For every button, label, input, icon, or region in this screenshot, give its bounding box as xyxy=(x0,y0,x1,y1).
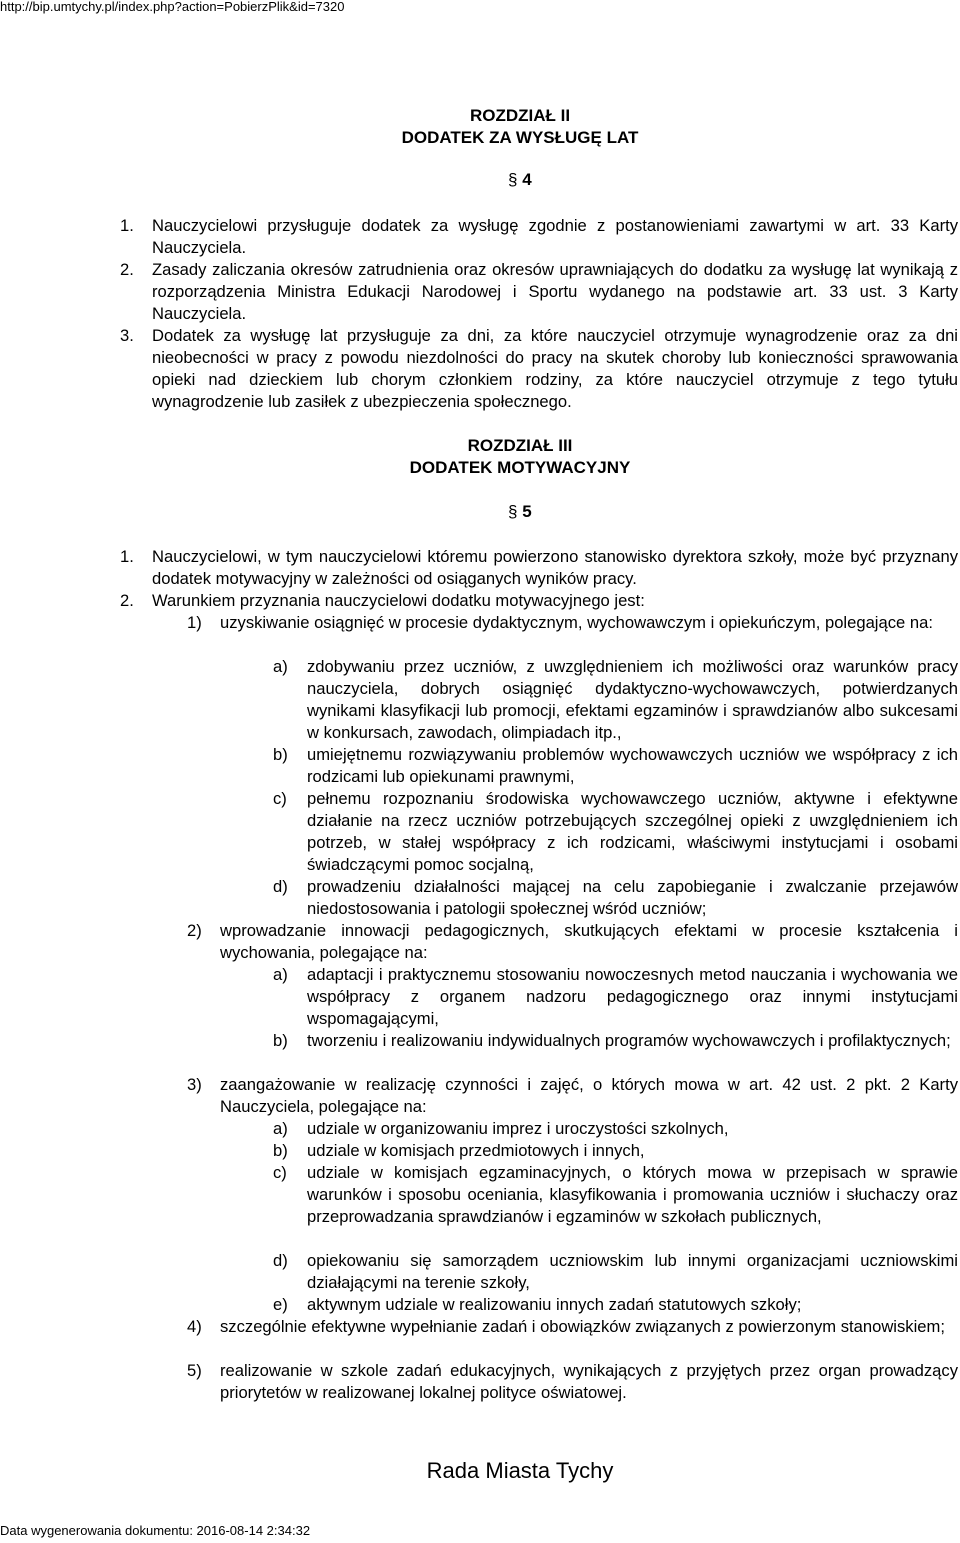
ch2-item-1-number: 1. xyxy=(120,216,134,235)
section-number: 5 xyxy=(522,502,532,521)
condition-1a-letter: a) xyxy=(273,657,288,676)
section-mark: § xyxy=(508,170,518,189)
section-5-heading xyxy=(508,502,532,522)
ch2-item-2-text: Zasady zaliczania okresów zatrudnienia oraz okresów uprawniających do dodatku za wysługę lat wynikają z rozporządzenia Ministra Edukacji Narodowej i Sportu wydanego na podstawie art. 33 ust. 3 Karty Nauczyciela. xyxy=(152,260,958,323)
condition-1-number: 1) xyxy=(187,613,202,632)
footer-generation-date: Data wygenerowania dokumentu: 2016-08-14 2:34:32 xyxy=(0,1523,311,1538)
condition-3c-letter: c) xyxy=(273,1163,287,1182)
section-mark: § xyxy=(508,502,518,521)
condition-1d-text: prowadzeniu działalności mającej na celu zapobieganie i zwalczanie przejawów niedostosowania i patologii społecznej wśród uczniów; xyxy=(307,877,958,918)
condition-3a-text: udziale w organizowaniu imprez i uroczystości szkolnych, xyxy=(307,1119,729,1138)
condition-1-text: uzyskiwanie osiągnięć w procesie dydaktycznym, wychowawczym i opiekuńczym, polegające na: xyxy=(220,613,933,632)
condition-3c-text: udziale w komisjach egzaminacyjnych, o których mowa w przepisach w sprawie warunków i sposobu oceniania, klasyfikowania i promowania uczniów i słuchaczy oraz przeprowadzania sprawdzianów i egzaminów w szkołach publicznych, xyxy=(307,1163,958,1226)
source-url: http://bip.umtychy.pl/index.php?action=PobierzPlik&id=7320 xyxy=(0,0,345,14)
condition-3e-letter: e) xyxy=(273,1295,288,1314)
condition-4-text: szczególnie efektywne wypełnianie zadań i obowiązków związanych z powierzonym stanowiskiem; xyxy=(220,1317,945,1336)
condition-3d-text: opiekowaniu się samorządem uczniowskim lub innymi organizacjami uczniowskimi działającymi na terenie szkoły, xyxy=(307,1251,958,1292)
ch3-item-1-number: 1. xyxy=(120,547,134,566)
condition-2-number: 2) xyxy=(187,921,202,940)
condition-3d-letter: d) xyxy=(273,1251,288,1270)
footer-council-name: Rada Miasta Tychy xyxy=(426,1458,614,1483)
chapter-3-title: ROZDZIAŁ III xyxy=(467,436,573,455)
condition-3e-text: aktywnym udziale w realizowaniu innych zadań statutowych szkoły; xyxy=(307,1295,802,1314)
condition-1b-text: umiejętnemu rozwiązywaniu problemów wychowawczych uczniów we współpracy z ich rodzicami lub opiekunami prawnymi, xyxy=(307,745,958,786)
chapter-2-subtitle: DODATEK ZA WYSŁUGĘ LAT xyxy=(401,128,639,147)
condition-1a-text: zdobywaniu przez uczniów, z uwzględnieniem ich możliwości oraz warunków pracy nauczyciela, dobrych osiągnięć dydaktyczno-wychowawczych, potwierdzanych wynikami klasyfikacji lub promocji, efektami egzaminów i sprawdzianów albo sukcesami w konkursach, zawodach, olimpiadach itp., xyxy=(307,657,958,742)
condition-3-number: 3) xyxy=(187,1075,202,1094)
ch3-item-2-number: 2. xyxy=(120,591,134,610)
condition-4-number: 4) xyxy=(187,1317,202,1336)
ch3-item-1-text: Nauczycielowi, w tym nauczycielowi któremu powierzono stanowisko dyrektora szkoły, może być przyznany dodatek motywacyjny w zależności od osiąganych wyników pracy. xyxy=(152,547,958,588)
condition-3a-letter: a) xyxy=(273,1119,288,1138)
condition-3b-letter: b) xyxy=(273,1141,288,1160)
condition-2a-letter: a) xyxy=(273,965,288,984)
condition-2b-letter: b) xyxy=(273,1031,288,1050)
ch2-item-3-text: Dodatek za wysługę lat przysługuje za dni, za które nauczyciel otrzymuje wynagrodzenie oraz za dni nieobecności w pracy z powodu niezdolności do pracy na skutek choroby lub konieczności sprawowania opieki nad dzieckiem lub chorym członkiem rodziny, za które nauczyciel otrzymuje z tego tytułu wynagrodzenie lub zasiłek z ubezpieczenia społecznego. xyxy=(152,326,958,411)
section-number: 4 xyxy=(522,170,532,189)
ch2-item-1-text: Nauczycielowi przysługuje dodatek za wysługę zgodnie z postanowieniami zawartymi w art. 33 Karty Nauczyciela. xyxy=(152,216,958,257)
condition-3b-text: udziale w komisjach przedmiotowych i innych, xyxy=(307,1141,645,1160)
condition-2b-text: tworzeniu i realizowaniu indywidualnych programów wychowawczych i profilaktycznych; xyxy=(307,1031,951,1050)
condition-1c-text: pełnemu rozpoznaniu środowiska wychowawczego uczniów, aktywne i efektywne działanie na rzecz uczniów potrzebujących szczególnej opieki z uwzględnieniem ich potrzeb, w stałej współpracy z ich rodzicami, właściwymi instytucjami i osobami świadczącymi pomoc socjalną, xyxy=(307,789,958,874)
ch2-item-3-number: 3. xyxy=(120,326,134,345)
condition-1d-letter: d) xyxy=(273,877,288,896)
section-4-heading xyxy=(508,170,532,190)
condition-5-text: realizowanie w szkole zadań edukacyjnych, wynikających z przyjętych przez organ prowadzący priorytetów w realizowanej lokalnej polityce oświatowej. xyxy=(220,1361,958,1402)
ch3-item-2-text: Warunkiem przyznania nauczycielowi dodatku motywacyjnego jest: xyxy=(152,591,645,610)
condition-2a-text: adaptacji i praktycznemu stosowaniu nowoczesnych metod nauczania i wychowania we współpracy z organem nadzoru pedagogicznego oraz innymi instytucjami wspomagającymi, xyxy=(307,965,958,1028)
ch2-item-2-number: 2. xyxy=(120,260,134,279)
chapter-2-title: ROZDZIAŁ II xyxy=(469,106,571,125)
condition-2-text: wprowadzanie innowacji pedagogicznych, skutkujących efektami w procesie kształcenia i wychowania, polegające na: xyxy=(220,921,958,962)
condition-3-text: zaangażowanie w realizację czynności i zajęć, o których mowa w art. 42 ust. 2 pkt. 2 Karty Nauczyciela, polegające na: xyxy=(220,1075,958,1116)
chapter-3-subtitle: DODATEK MOTYWACYJNY xyxy=(409,458,631,477)
condition-5-number: 5) xyxy=(187,1361,202,1380)
condition-1b-letter: b) xyxy=(273,745,288,764)
condition-1c-letter: c) xyxy=(273,789,287,808)
